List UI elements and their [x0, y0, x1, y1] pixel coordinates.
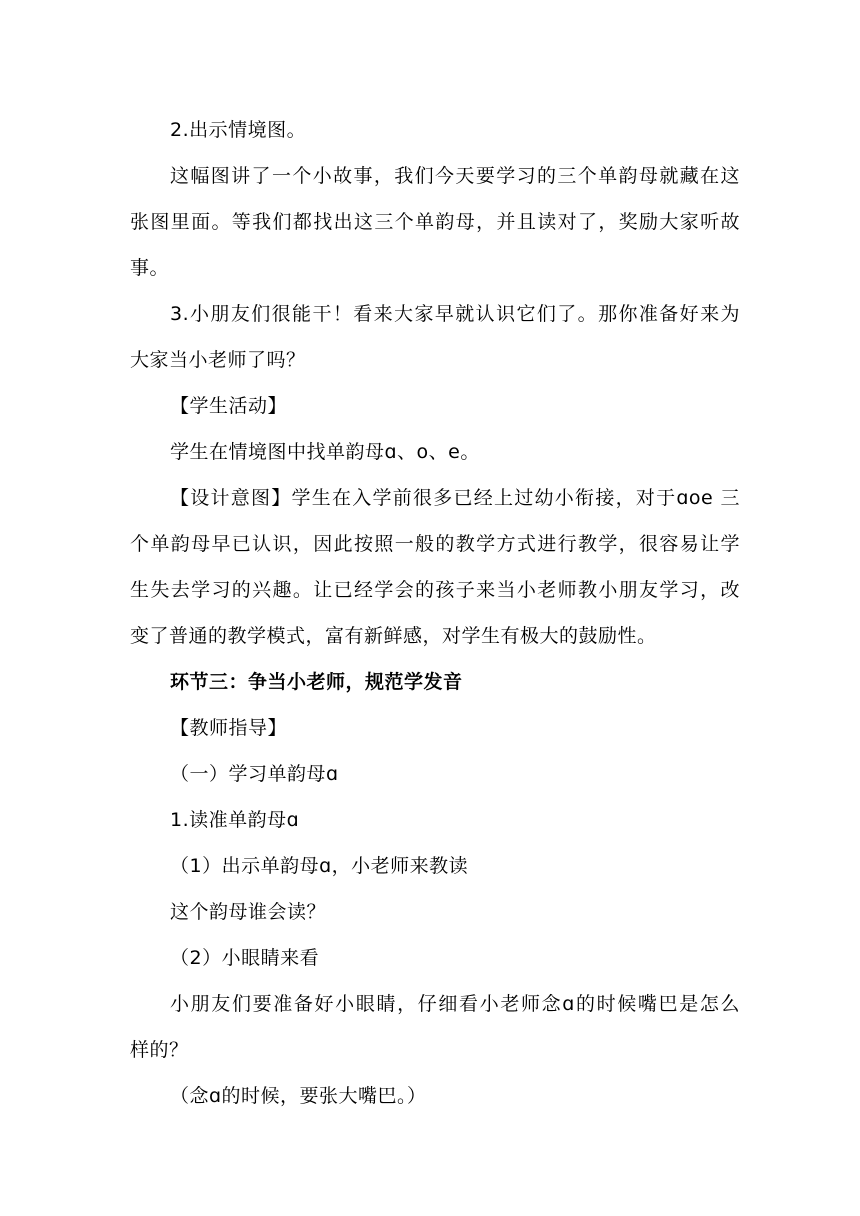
paragraph-line: 1.读准单韵母ɑ: [170, 809, 300, 831]
paragraph-line: （2）小眼睛来看: [170, 947, 320, 969]
section-label: 【学生活动】: [170, 395, 288, 417]
subheading: （一）学习单韵母ɑ: [170, 763, 339, 785]
paragraph-line: 大家当小老师了吗？: [130, 349, 306, 371]
paragraph-line: 变了普通的教学模式，富有新鲜感，对学生有极大的鼓励性。: [130, 625, 657, 647]
paragraph-line: 3.小朋友们很能干！看来大家早就认识它们了。那你准备好来为: [170, 303, 740, 325]
paragraph-line: （1）出示单韵母ɑ，小老师来教读: [170, 855, 469, 877]
paragraph-line: 这个韵母谁会读？: [170, 901, 327, 923]
paragraph-line: 这幅图讲了一个小故事，我们今天要学习的三个单韵母就藏在这: [170, 165, 740, 187]
paragraph-line: 样的？: [130, 1039, 189, 1061]
paragraph-line: 事。: [130, 257, 170, 279]
paragraph-line: （念ɑ的时候，要张大嘴巴。）: [170, 1085, 427, 1107]
paragraph-line: 个单韵母早已认识，因此按照一般的教学方式进行教学，很容易让学: [130, 533, 740, 555]
paragraph-line: 小朋友们要准备好小眼睛，仔细看小老师念ɑ的时候嘴巴是怎么: [170, 993, 740, 1015]
paragraph-line: 2.出示情境图。: [170, 119, 307, 141]
section-label: 【教师指导】: [170, 717, 288, 739]
paragraph-line: 学生在情境图中找单韵母ɑ、o、e。: [170, 441, 480, 463]
paragraph-line: 张图里面。等我们都找出这三个单韵母，并且读对了，奖励大家听故: [130, 211, 740, 233]
section-heading: 环节三：争当小老师，规范学发音: [170, 671, 463, 693]
paragraph-line: 生失去学习的兴趣。让已经学会的孩子来当小老师教小朋友学习，改: [130, 579, 740, 601]
paragraph-line: 【设计意图】学生在入学前很多已经上过幼小衔接，对于ɑoe 三: [170, 487, 740, 509]
